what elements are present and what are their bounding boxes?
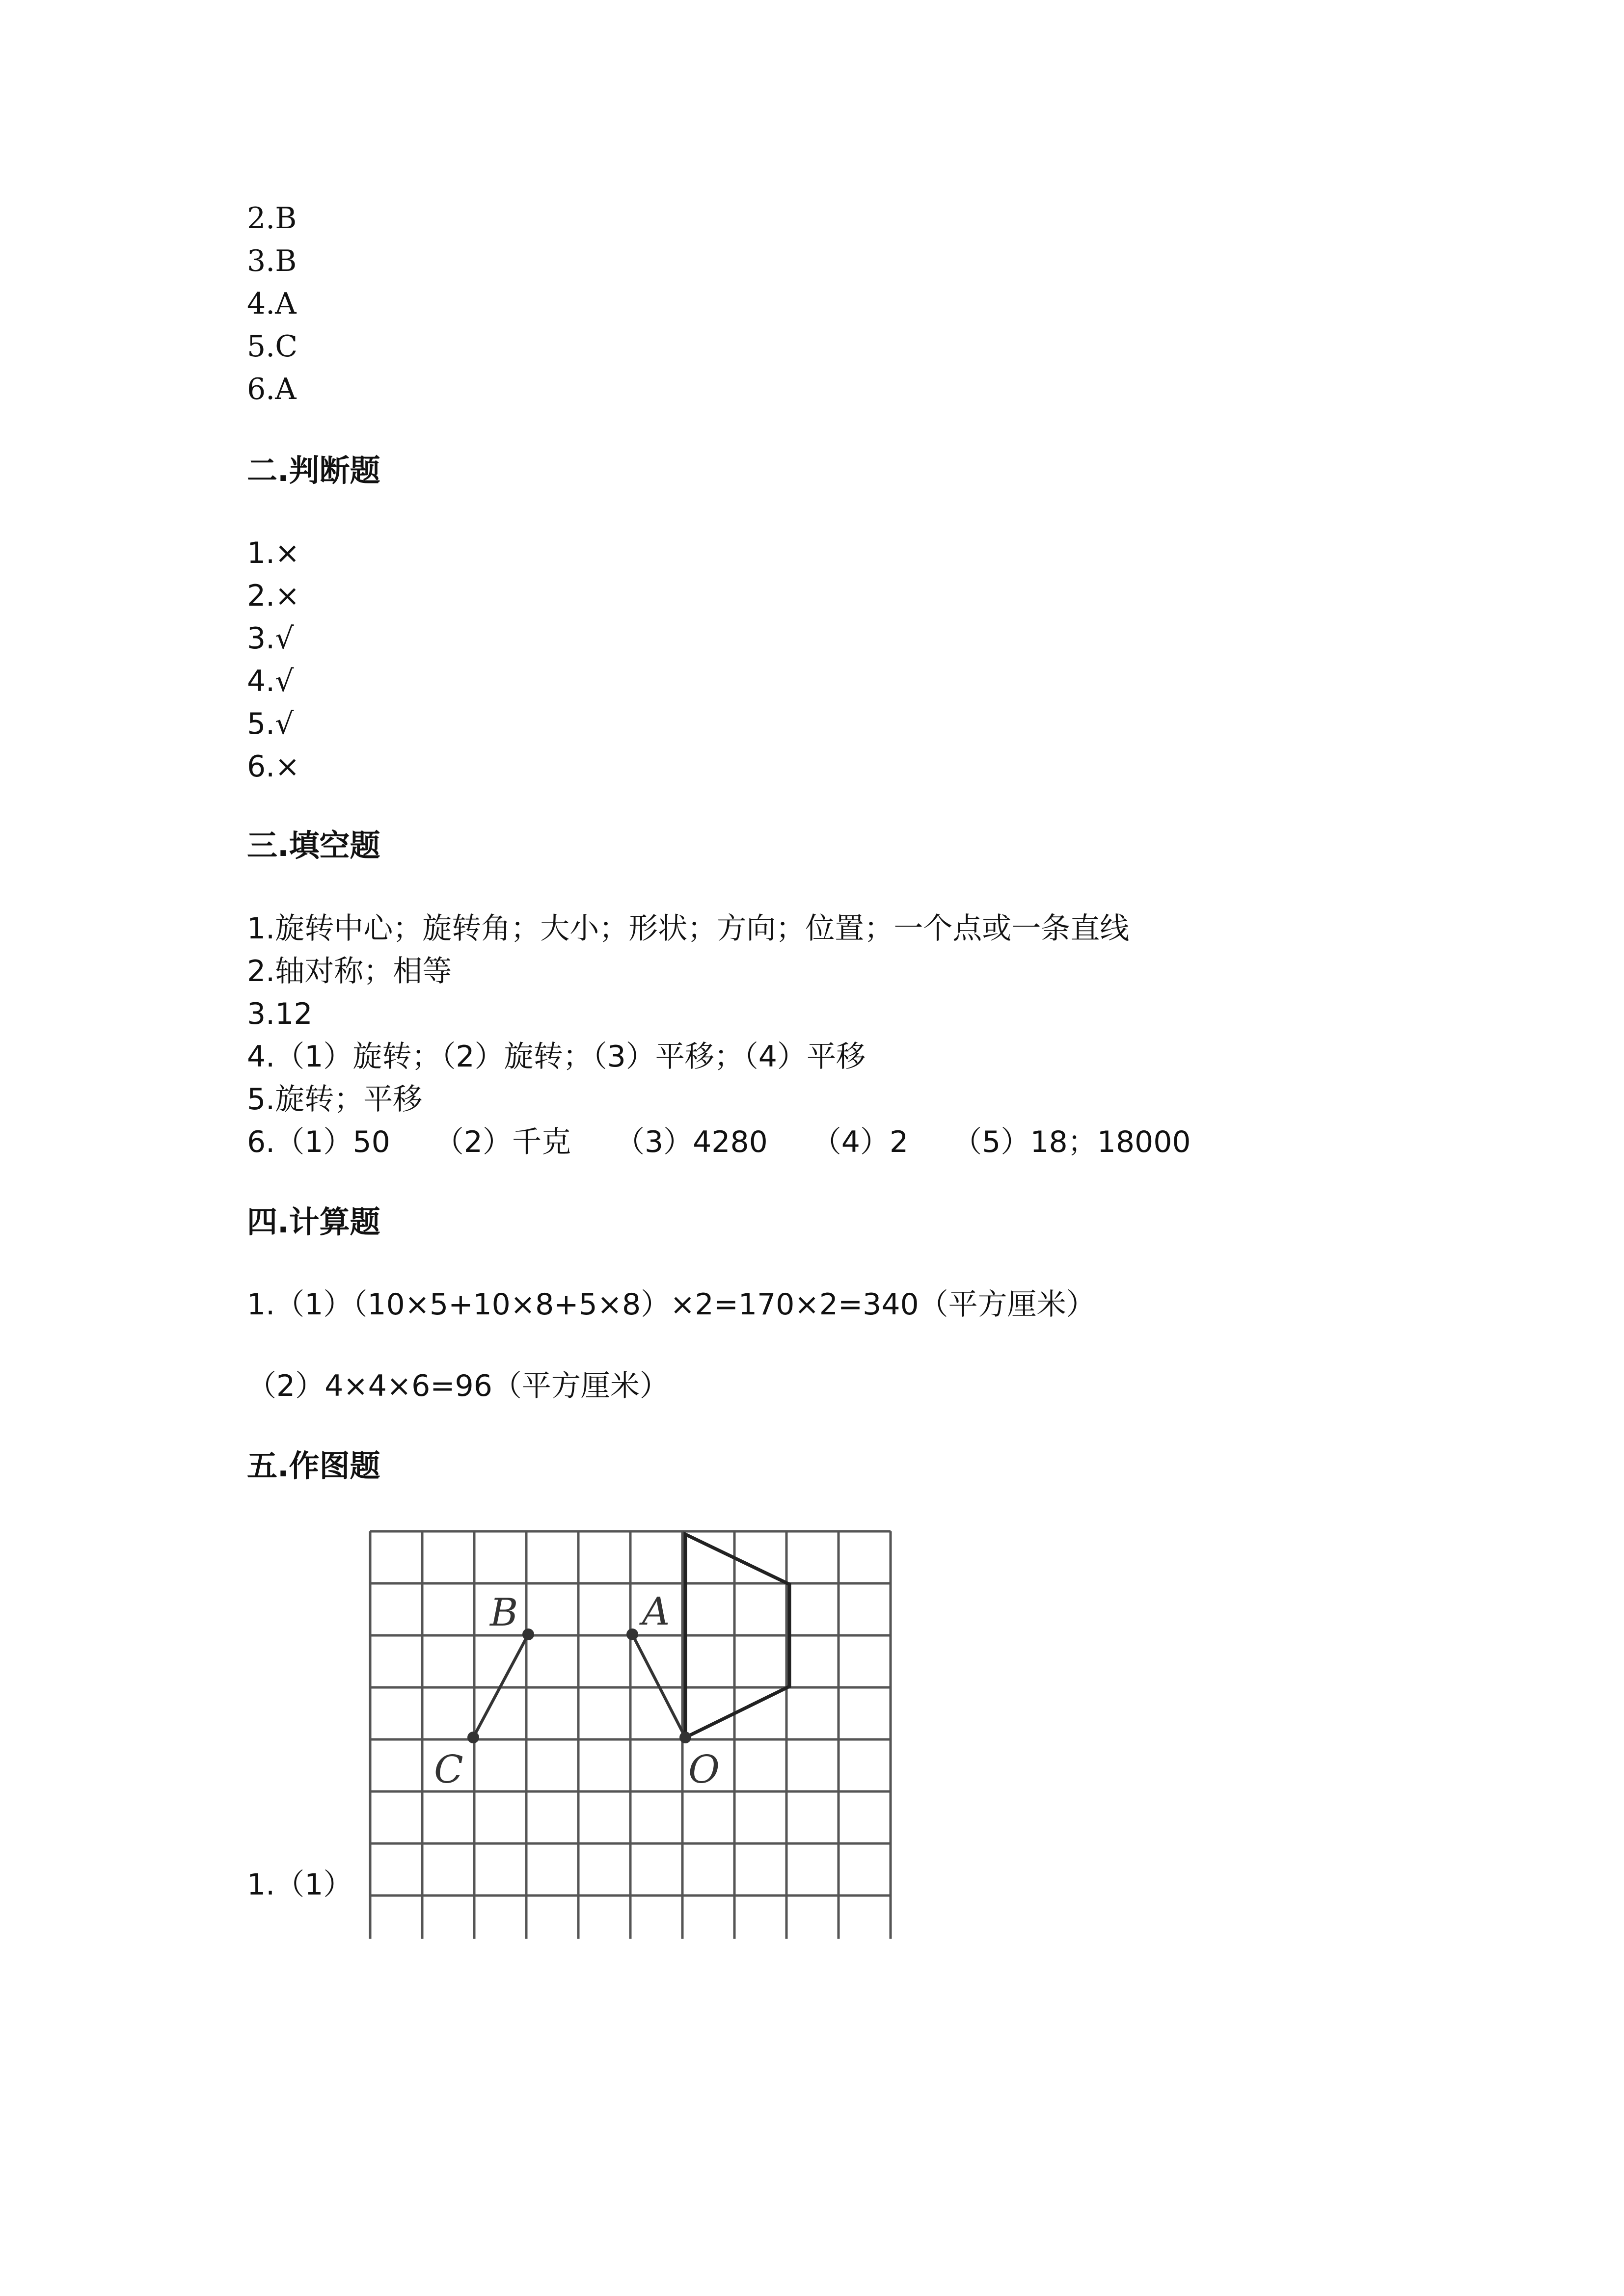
grid-drawing xyxy=(367,1526,902,1939)
answer-line: 2.B xyxy=(247,201,297,236)
section-heading-fill-blank: 三.填空题 xyxy=(247,828,380,863)
label-b: B xyxy=(490,1591,518,1635)
point-o xyxy=(679,1732,691,1743)
answer-line: 1.旋转中心；旋转角；大小；形状；方向；位置；一个点或一条直线 xyxy=(247,911,1130,946)
answer-line: 6.× xyxy=(247,749,300,784)
answer-line: 5.旋转；平移 xyxy=(247,1082,423,1117)
answer-line: 2.轴对称；相等 xyxy=(247,954,452,988)
section-heading-drawing: 五.作图题 xyxy=(247,1448,380,1484)
answer-line: 6.A xyxy=(247,372,297,406)
item-label: 1.（1） xyxy=(247,1868,353,1902)
label-a: A xyxy=(642,1590,670,1634)
point-b xyxy=(522,1629,534,1640)
answer-line: 1.（1）（10×5+10×8+5×8）×2=170×2=340（平方厘米） xyxy=(247,1287,1096,1322)
point-a xyxy=(626,1629,638,1640)
label-o: O xyxy=(688,1748,720,1792)
section-heading-judgement: 二.判断题 xyxy=(247,453,380,488)
answer-line: 3.√ xyxy=(247,621,294,656)
answer-line: 3.B xyxy=(247,244,297,278)
point-c xyxy=(467,1732,479,1743)
grid-figure xyxy=(367,1526,902,1941)
answer-line: 4.（1）旋转；（2）旋转；（3）平移；（4）平移 xyxy=(247,1040,866,1074)
answer-line: 4.√ xyxy=(247,664,294,698)
answer-line: 1.× xyxy=(247,536,300,570)
answer-line: 4.A xyxy=(247,287,297,321)
section-heading-calculation: 四.计算题 xyxy=(247,1204,380,1240)
answer-line: 5.C xyxy=(247,329,298,364)
answer-line: 3.12 xyxy=(247,997,313,1031)
answer-line: 5.√ xyxy=(247,707,294,741)
grid-lines xyxy=(370,1531,891,1939)
segment-ao xyxy=(632,1634,685,1737)
answer-line: （2）4×4×6=96（平方厘米） xyxy=(247,1369,669,1403)
answer-line: 2.× xyxy=(247,579,300,613)
segment-bc xyxy=(473,1634,528,1737)
label-c: C xyxy=(434,1748,463,1792)
answer-line: 6.（1）50 （2）千克 （3）4280 （4）2 （5）18；18000 xyxy=(247,1125,1191,1159)
